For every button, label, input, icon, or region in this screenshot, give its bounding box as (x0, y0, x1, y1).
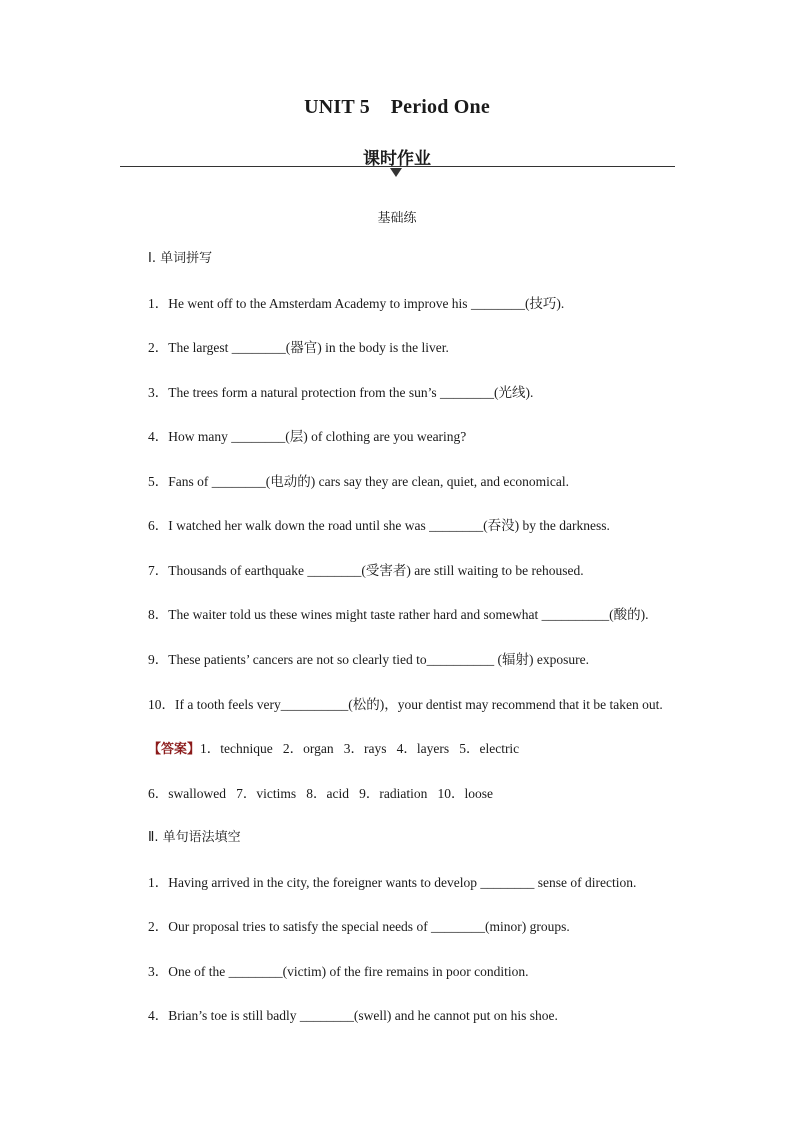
page-subtitle: 课时作业 (363, 149, 431, 169)
exercise-item: 2．The largest ________(器官) in the body is the liver. (148, 340, 449, 355)
exercise-item: 6．I watched her walk down the road until she was ________(吞没) by the darkness. (148, 518, 610, 533)
exercise-item: 4．Brian’s toe is still badly ________(swell) and he cannot put on his shoe. (148, 1008, 558, 1023)
section-basic-label: 基础练 (377, 211, 417, 226)
header-divider (120, 166, 675, 167)
triangle-marker-icon (390, 168, 402, 177)
exercise-item: 2．Our proposal tries to satisfy the special needs of ________(minor) groups. (148, 919, 570, 934)
part1-heading: Ⅰ. 单词拼写 (148, 251, 213, 266)
exercise-item: 10．If a tooth feels very__________(松的)，your dentist may recommend that it be taken out. (148, 697, 663, 712)
answer-row (148, 740, 519, 759)
exercise-item: 7．Thousands of earthquake ________(受害者) are still waiting to be rehoused. (148, 563, 584, 578)
exercise-item: 9．These patients’ cancers are not so clearly tied to__________ (辐射) exposure. (148, 652, 589, 667)
exercise-item: 1．Having arrived in the city, the foreigner wants to develop ________ sense of direction. (148, 875, 637, 890)
answer-tag: 【答案】 (148, 742, 201, 757)
page-title: UNIT 5 Period One (304, 96, 490, 118)
exercise-item: 5．Fans of ________(电动的) cars say they are clean, quiet, and economical. (148, 474, 569, 489)
exercise-item: 8．The waiter told us these wines might taste rather hard and somewhat __________(酸的). (148, 607, 649, 622)
exercise-item: 1．He went off to the Amsterdam Academy to improve his ________(技巧). (148, 296, 565, 311)
exercise-item: 4．How many ________(层) of clothing are you wearing? (148, 429, 467, 444)
exercise-item: 3．The trees form a natural protection from the sun’s ________(光线). (148, 385, 534, 400)
answer-text: 1．technique 2．organ 3．rays 4．layers 5．electric (200, 741, 520, 756)
part2-heading: Ⅱ. 单句语法填空 (148, 830, 241, 845)
answer-text: 6．swallowed 7．victims 8．acid 9．radiation 10．loose (148, 786, 493, 801)
exercise-item: 3．One of the ________(victim) of the fire remains in poor condition. (148, 964, 529, 979)
